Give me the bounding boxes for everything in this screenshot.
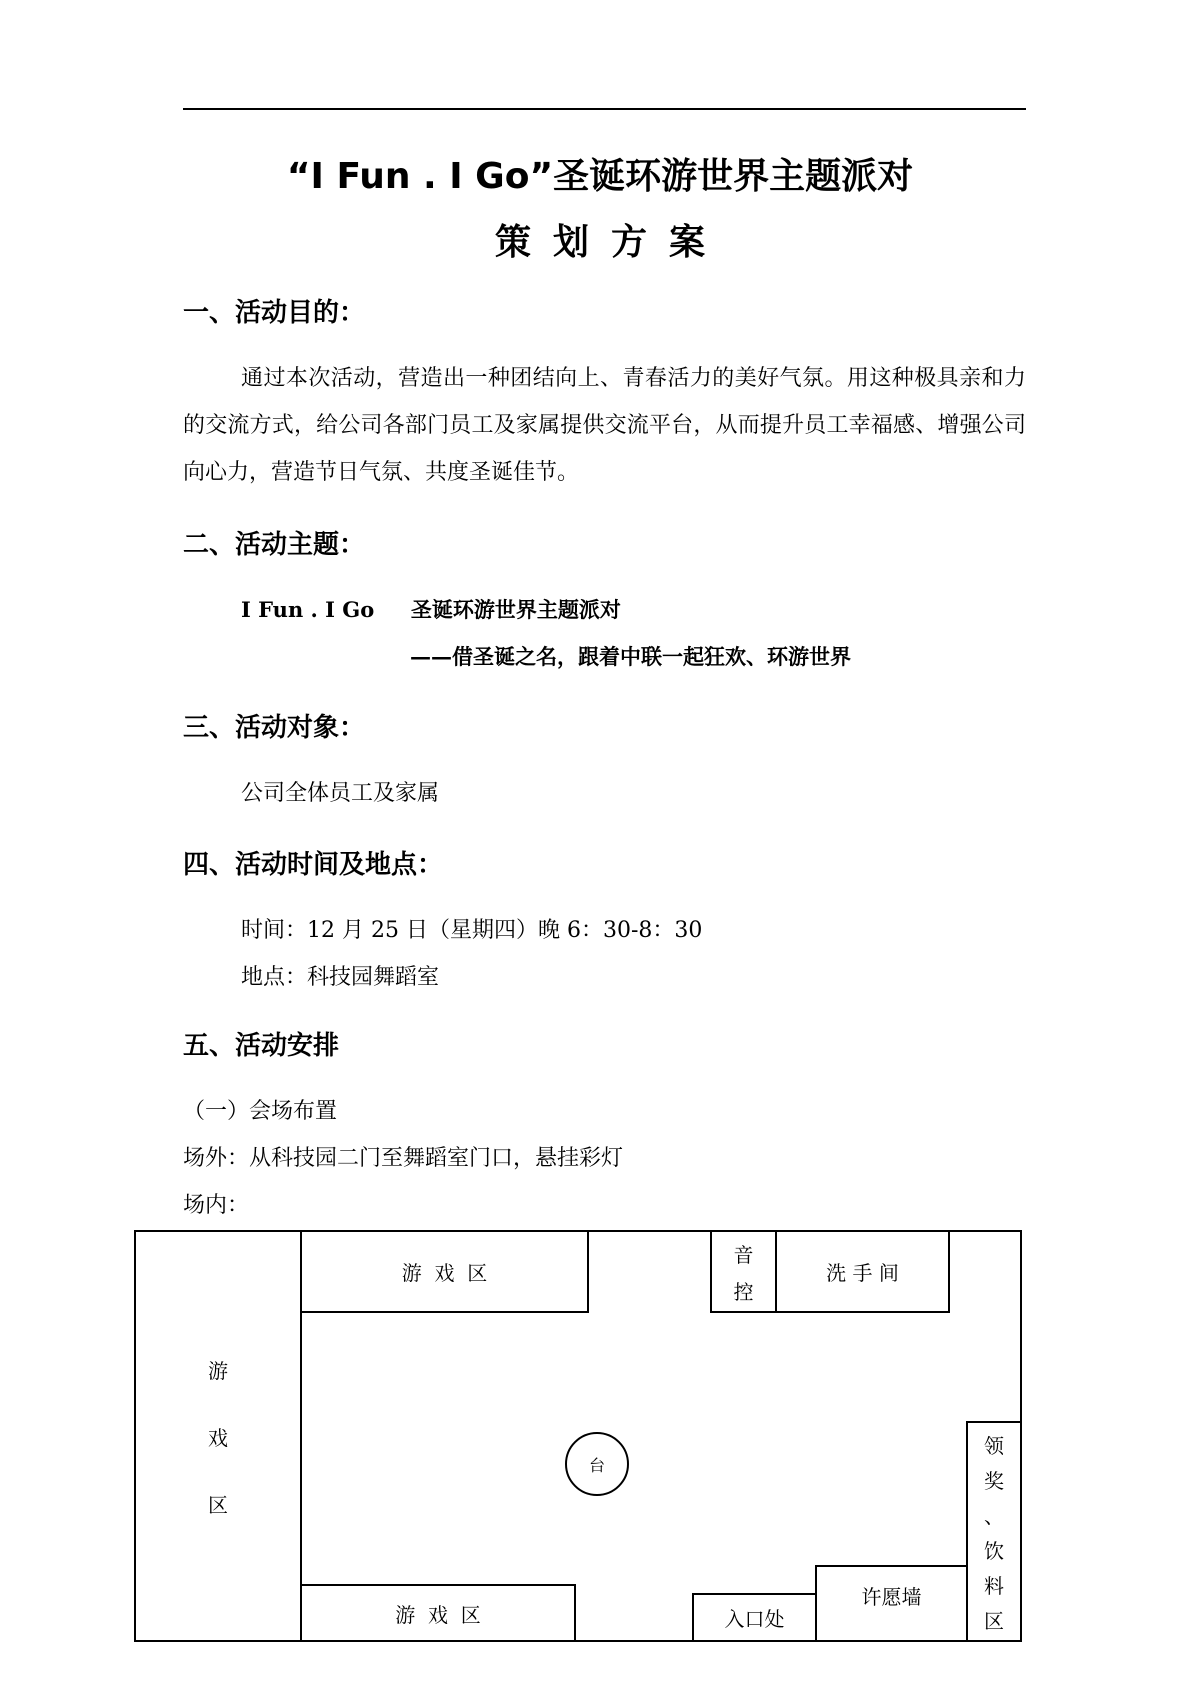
doc-title: “I Fun . I Go”圣诞环游世界主题派对 bbox=[286, 156, 914, 197]
section-3-body: 公司全体员工及家属 bbox=[241, 781, 440, 806]
inside-label: 场内： bbox=[183, 1193, 250, 1218]
outside-decoration: 场外：从科技园二门至舞蹈室门口，悬挂彩灯 bbox=[183, 1146, 624, 1171]
section-4-heading: 四、活动时间及地点： bbox=[183, 850, 444, 880]
theme-en: I Fun . I Go bbox=[241, 597, 375, 622]
game-area-left: 游 戏 区 bbox=[134, 1230, 302, 1642]
theme-line bbox=[241, 594, 621, 624]
restroom: 洗 手 间 bbox=[775, 1230, 950, 1313]
entrance: 入口处 bbox=[692, 1593, 817, 1642]
game-area-bottom: 游 戏 区 bbox=[300, 1584, 576, 1642]
theme-cn: 圣诞环游世界主题派对 bbox=[410, 597, 621, 622]
wish-wall: 许愿墙 bbox=[815, 1565, 968, 1642]
game-area-top: 游 戏 区 bbox=[300, 1230, 589, 1313]
section-3-heading: 三、活动对象： bbox=[183, 713, 366, 743]
sound-control: 音 控 bbox=[710, 1230, 777, 1313]
event-time: 时间：12 月 25 日（星期四）晚 6：30-8：30 bbox=[241, 918, 703, 943]
header-rule bbox=[183, 108, 1026, 110]
theme-subtitle: ——借圣诞之名，跟着中联一起狂欢、环游世界 bbox=[410, 644, 851, 669]
doc-subtitle: 策划方案 bbox=[494, 222, 727, 263]
section-1-body: 通过本次活动，营造出一种团结向上、青春活力的美好气氛。用这种极具亲和力的交流方式，给公司各部门员工及家属提供交流平台，从而提升员工幸福感、增强公司向心力，营造节日气氛、共度圣诞佳节。 bbox=[183, 366, 1026, 485]
section-2-heading: 二、活动主题： bbox=[183, 530, 366, 560]
section-5-heading: 五、活动安排 bbox=[183, 1031, 340, 1061]
venue-layout-subheading: （一）会场布置 bbox=[183, 1099, 338, 1124]
event-place: 地点：科技园舞蹈室 bbox=[241, 965, 440, 990]
section-1-heading: 一、活动目的： bbox=[183, 298, 366, 328]
award-drinks-area: 领 奖 、 饮 料 区 bbox=[966, 1421, 1022, 1642]
stage: 台 bbox=[565, 1432, 629, 1496]
